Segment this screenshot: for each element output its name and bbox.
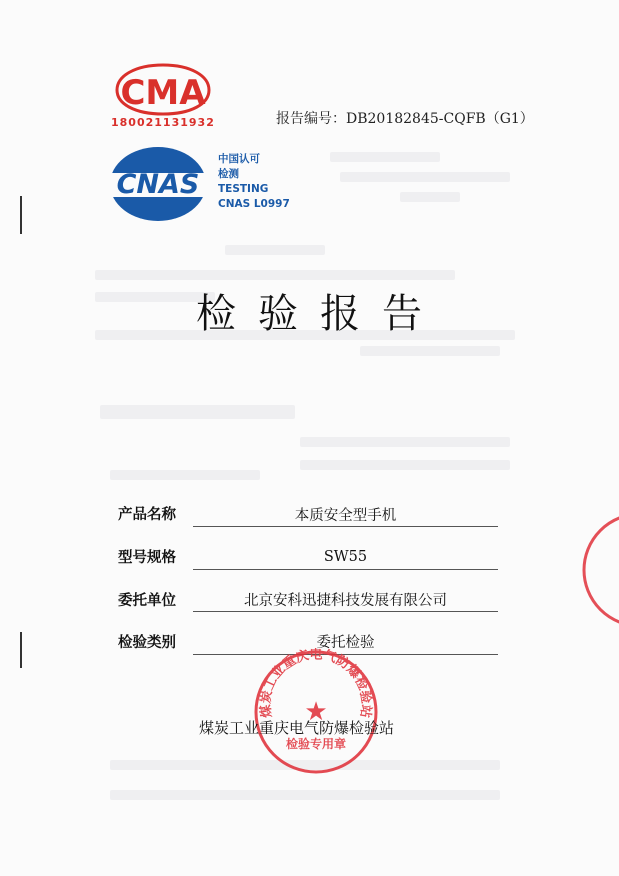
cnas-line: 检测 [218,168,239,180]
field-label-product-name: 产品名称 [118,507,176,523]
seal-star-icon: ★ [304,697,328,727]
cnas-line: 中国认可 [218,153,260,165]
issuing-station: 煤炭工业重庆电气防爆检验站 [199,719,395,737]
cnas-line: CNAS L0997 [218,198,290,210]
field-label-client: 委托单位 [118,593,176,609]
show-through-mark [225,245,325,255]
show-through-mark [300,437,510,447]
show-through-mark [110,470,260,480]
field-value-product-name: 本质安全型手机 [294,508,397,524]
show-through-mark [360,346,500,356]
seal-arc-text: 煤炭工业重庆电气防爆检验站 [258,648,374,719]
cma-logo-text: CMA [120,73,206,113]
show-through-mark [300,460,510,470]
field-label-inspection-type: 检验类别 [118,635,176,651]
cnas-line: TESTING [218,183,269,195]
field-underline [193,526,498,527]
field-label-model: 型号规格 [118,550,176,566]
partial-seal-stamp [580,510,619,630]
show-through-mark [95,270,455,280]
page-title: 检验报告 [196,291,444,337]
cnas-logo-icon [104,143,212,225]
seal-subtext: 检验专用章 [285,737,347,751]
field-value-client: 北京安科迅捷科技发展有限公司 [244,593,447,609]
show-through-mark [110,790,500,800]
field-underline [193,611,498,612]
field-value-model: SW55 [323,549,368,565]
show-through-mark [100,405,295,419]
show-through-mark [330,152,440,162]
show-through-mark [340,172,510,182]
field-value-inspection-type: 委托检验 [316,635,375,651]
report-number: 报告编号：DB20182845-CQFB（G1） [276,111,534,127]
scan-edge-mark [20,632,22,668]
show-through-mark [400,192,460,202]
inspection-seal-stamp [252,648,380,776]
cnas-accreditation-text [218,152,290,212]
field-underline [193,569,498,570]
cma-certificate-number: 180021131932 [111,116,215,129]
scan-edge-mark [20,196,22,234]
cnas-logo-text: CNAS [116,169,200,200]
